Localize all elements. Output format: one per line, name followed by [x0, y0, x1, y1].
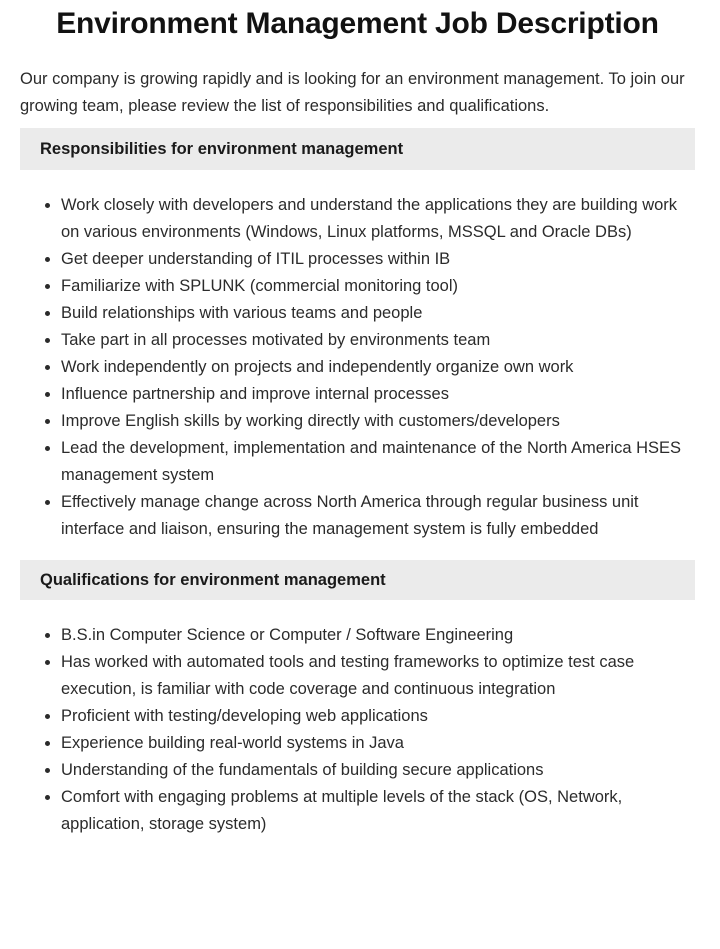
- list-item: • Take part in all processes motivated by environments team: [61, 327, 695, 354]
- list-item: • Improve English skills by working directly with customers/developers: [61, 408, 695, 435]
- responsibilities-section: [20, 128, 695, 543]
- intro-paragraph: Our company is growing rapidly and is looking for an environment management. To join our growing team, please review the list of responsibilities and qualifications.: [20, 70, 685, 115]
- qualifications-section-header: Qualifications for environment management: [20, 560, 695, 600]
- list-item: • Familiarize with SPLUNK (commercial monitoring tool): [61, 273, 695, 300]
- list-item: • Work independently on projects and independently organize own work: [61, 354, 695, 381]
- list-item: • Proficient with testing/developing web applications: [61, 703, 695, 730]
- list-item: • Has worked with automated tools and testing frameworks to optimize test case execution, is familiar with code coverage and continuous integration: [61, 649, 695, 703]
- responsibilities-section-header: Responsibilities for environment management: [20, 128, 695, 170]
- list-item: • Comfort with engaging problems at multiple levels of the stack (OS, Network, application, storage system): [61, 784, 695, 838]
- list-item: • Build relationships with various teams and people: [61, 300, 695, 327]
- list-item: • Influence partnership and improve internal processes: [61, 381, 695, 408]
- list-item: • B.S.in Computer Science or Computer / Software Engineering: [61, 622, 695, 649]
- list-item: • Experience building real-world systems in Java: [61, 730, 695, 757]
- qualifications-section: [20, 560, 695, 838]
- list-item: • Work closely with developers and understand the applications they are building work on various environments (Windows, Linux platforms, MSSQL and Oracle DBs): [61, 192, 695, 246]
- page-title: Environment Management Job Description: [56, 7, 659, 40]
- list-item: • Understanding of the fundamentals of building secure applications: [61, 757, 695, 784]
- list-item: • Effectively manage change across North America through regular business unit interface and liaison, ensuring the management system is fully embedded: [61, 489, 695, 543]
- responsibilities-list: [20, 192, 695, 543]
- qualifications-list: [20, 622, 695, 838]
- list-item: • Get deeper understanding of ITIL processes within IB: [61, 246, 695, 273]
- list-item: • Lead the development, implementation and maintenance of the North America HSES management system: [61, 435, 695, 489]
